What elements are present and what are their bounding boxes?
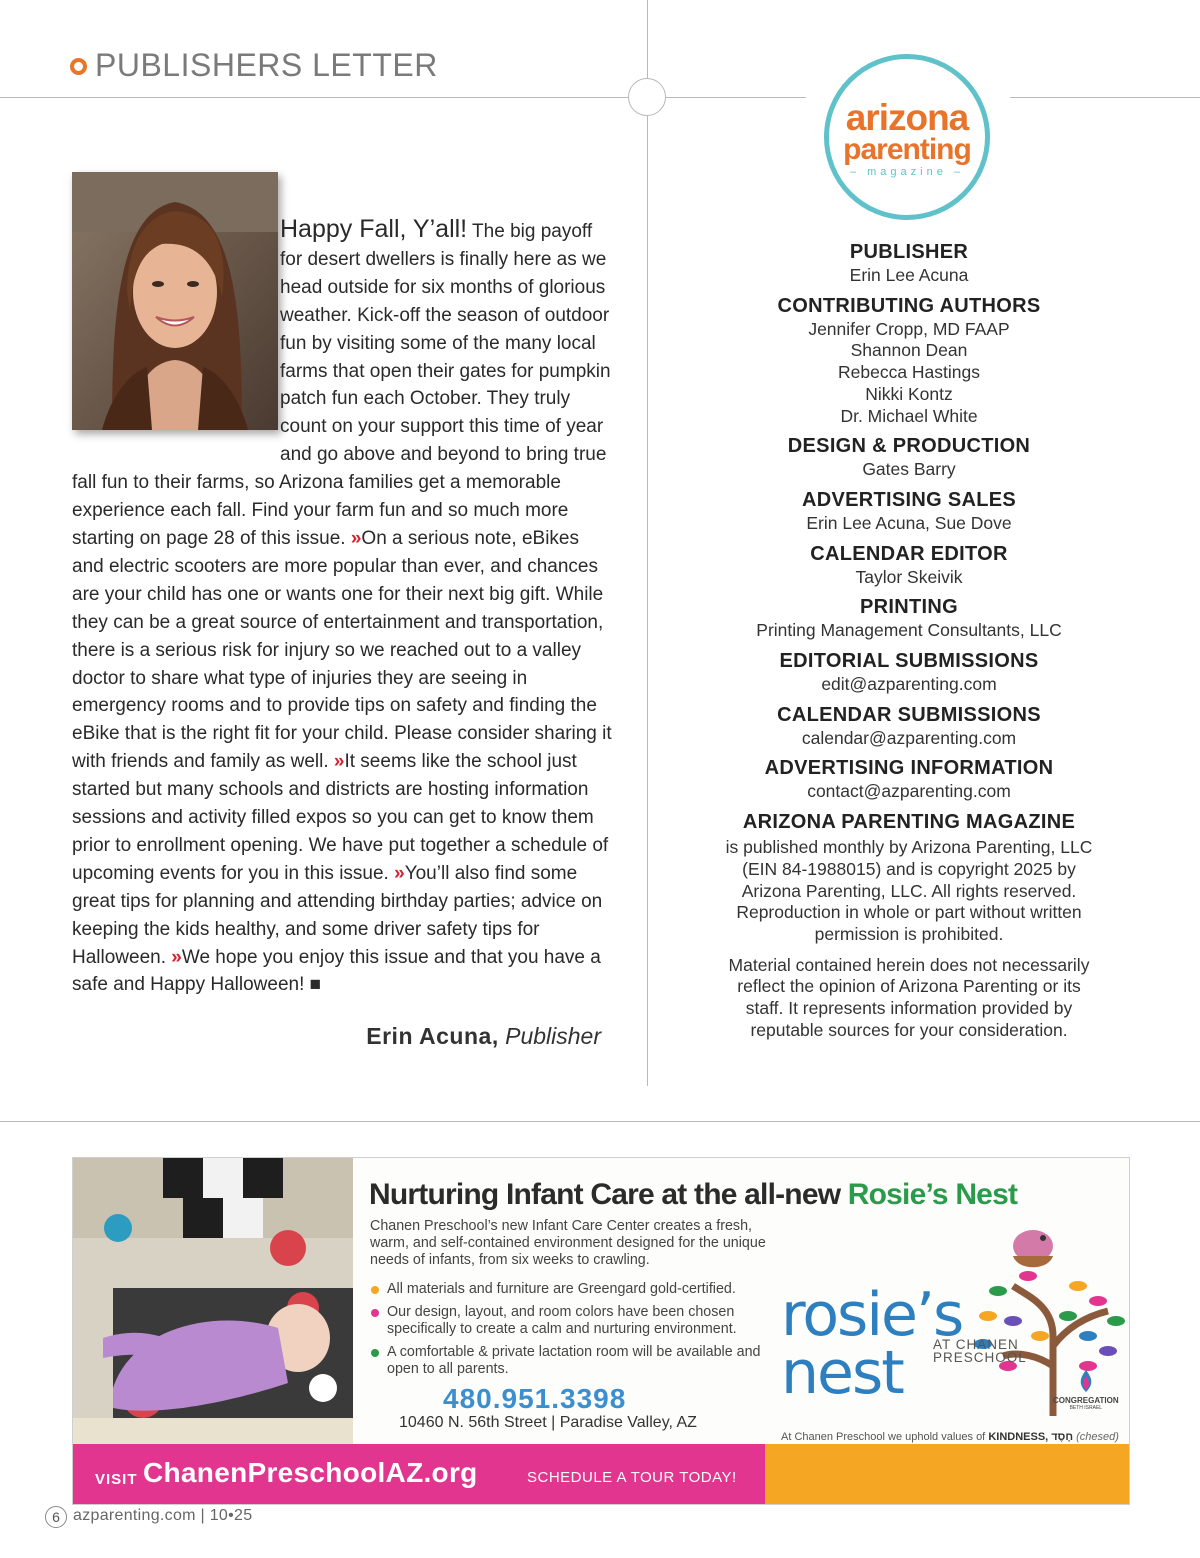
ad-intro: Chanen Preschool’s new Infant Care Center creates a fresh, warm, and self-contained environment designed for the unique needs of infants, from six weeks to crawling. (370, 1218, 766, 1268)
section-title: PUBLISHERS LETTER (95, 47, 438, 83)
masthead-heading: EDITORIAL SUBMISSIONS (779, 650, 1039, 673)
disclaimer: Material contained herein does not necessarily reflect the opinion of Arizona Parenting or its staff. It represents information provided by reputable sources for your consideration. (728, 954, 1090, 1040)
bullet-dot-icon (371, 1349, 379, 1357)
letter-paragraph-3: It seems like the school just started but many schools and districts are hosting information sessions and activity filled expos so you can get to know them prior to enrollment opening. We have put together a schedule of upcoming events for you in this issue. (72, 751, 609, 884)
masthead-publisher (725, 240, 1093, 287)
masthead-heading: CONTRIBUTING AUTHORS (777, 294, 1041, 317)
bullet-text: Our design, layout, and room colors have been chosen specifically to create a calm and nurturing environment. (387, 1304, 737, 1337)
footer-folio: azparenting.com | 10•25 (73, 1507, 253, 1524)
bullet-text: A comfortable & private lactation room will be available and open to all parents. (387, 1344, 761, 1377)
masthead-value: Erin Lee Acuna (849, 265, 969, 285)
ad-phone-number[interactable]: 480.951.3398 (443, 1383, 627, 1414)
letter-paragraph-2: On a serious note, eBikes and electric scooters are more popular than ever, and chances are your child has one or wants one for their next big gift. While they can be a great source of entertainment and transportation, there is a serious risk for injury so we reached out to a valley doctor to share what type of injuries they are seeing in emergency rooms and to provide tips on safety and finding the eBike that is the right fit for your child. Please consider sharing it with friends and family as well. (72, 527, 612, 773)
ad-visit-label: VISIT (95, 1471, 138, 1488)
masthead-sales (725, 488, 1093, 535)
ad-headline-main: Nurturing Infant Care at the all-new (369, 1178, 848, 1211)
calendar-email-link[interactable]: calendar@azparenting.com (801, 727, 1017, 748)
ad-website-link[interactable]: ChanenPreschoolAZ.org (143, 1457, 478, 1488)
author-name: Rebecca Hastings (837, 362, 981, 383)
author-name: Dr. Michael White (840, 405, 978, 426)
letter-paragraph-5: We hope you enjoy this issue and that you have a safe and Happy Halloween! (72, 946, 601, 996)
masthead-value: Gates Barry (862, 459, 956, 480)
paragraph-arrow-icon: » (394, 862, 405, 884)
author-name: Nikki Kontz (865, 383, 953, 404)
masthead-heading: ADVERTISING INFORMATION (764, 757, 1054, 780)
ad-headline (369, 1178, 1017, 1212)
infant-photo (73, 1158, 353, 1444)
logo-word-arizona: arizona (845, 97, 969, 138)
ad-bullet-item (369, 1304, 769, 1338)
masthead-printing (725, 595, 1093, 642)
values-text: At Chanen Preschool we uphold values of (781, 1431, 989, 1443)
nest-logo-word: nest (781, 1338, 903, 1408)
values-kindness: KINDNESS, חֶסֶד (988, 1431, 1074, 1443)
masthead-value: Printing Management Consultants, LLC (756, 620, 1062, 641)
header-rule-middle (666, 97, 806, 98)
column-divider (647, 116, 648, 1086)
signature-name: Erin Acuna, (366, 1023, 499, 1049)
letter-signature (366, 1023, 601, 1050)
logo-word-magazine: – magazine – (849, 166, 965, 178)
paragraph-arrow-icon: » (171, 946, 182, 968)
flame-logo-icon (1072, 1370, 1100, 1394)
ad-separator-rule (0, 1121, 1200, 1122)
masthead-heading: CALENDAR EDITOR (810, 542, 1008, 565)
paragraph-arrow-icon: » (333, 751, 345, 773)
section-bullet-icon (70, 58, 87, 75)
signature-role: Publisher (505, 1023, 601, 1049)
photo-wrap-space (72, 216, 280, 469)
schedule-tour-link[interactable]: SCHEDULE A TOUR TODAY! (527, 1469, 737, 1486)
masthead-value: Erin Lee Acuna, Sue Dove (806, 512, 1012, 533)
contact-email-link[interactable]: contact@azparenting.com (807, 781, 1011, 802)
masthead-heading: DESIGN & PRODUCTION (787, 435, 1031, 458)
masthead (725, 240, 1093, 1048)
masthead-calendar-submissions (725, 703, 1093, 750)
masthead-heading: PRINTING (860, 596, 958, 619)
masthead-design (725, 434, 1093, 481)
ad-headline-brand: Rosie’s Nest (847, 1178, 1018, 1211)
rosies-logo-word: rosie’s (781, 1280, 963, 1350)
bullet-text: All materials and furniture are Greengard gold-certified. (387, 1281, 736, 1297)
rule-circle-ornament (628, 78, 666, 116)
masthead-heading: ARIZONA PARENTING MAGAZINE (742, 811, 1076, 834)
paragraph-arrow-icon: » (350, 527, 362, 549)
ad-bullet-item (369, 1344, 769, 1378)
values-chesed: (chesed) (1076, 1431, 1119, 1443)
ad-bullet-list (369, 1281, 769, 1384)
end-mark-icon: ■ (309, 974, 322, 996)
congregation-sublabel: BETH ISRAEL (1069, 1405, 1103, 1411)
masthead-editorial (725, 649, 1093, 696)
masthead-value: Taylor Skeivik (855, 566, 963, 587)
ad-values-bar (765, 1444, 1129, 1504)
rosies-nest-advertisement[interactable] (72, 1157, 1130, 1505)
ad-address: 10460 N. 56th Street | Paradise Valley, AZ (399, 1414, 697, 1431)
logo-word-parenting: parenting (843, 133, 971, 166)
masthead-heading: CALENDAR SUBMISSIONS (777, 703, 1041, 726)
congregation-logo (1053, 1370, 1119, 1411)
masthead-advertising (725, 756, 1093, 803)
masthead-calendar-editor (725, 542, 1093, 589)
arizona-parenting-logo (824, 54, 990, 220)
bullet-dot-icon (371, 1309, 379, 1317)
column-divider-top (647, 0, 648, 78)
author-name: Shannon Dean (850, 340, 968, 361)
masthead-heading: ADVERTISING SALES (801, 488, 1017, 511)
letter-paragraph-4: You’ll also find some great tips for planning and attending birthday parties; advice on keeping the kids healthy, and some driver safety tips for Halloween. (72, 862, 603, 968)
publisher-letter (72, 216, 612, 999)
masthead-magazine (725, 810, 1093, 1041)
letter-paragraph-1: The big payoff for desert dwellers is finally here as we head outside for six months of glorious weather. Kick-off the season of outdoor fun by visiting some of the many local farms that open their gates for pumpkin patch fun each October. They truly count on your support this time of year and go above and beyond to bring true fall fun to their farms, so Arizona families get a memorable experience each fall. Find your farm fun and so much more starting on page 28 of this issue. (72, 221, 611, 549)
editorial-email-link[interactable]: edit@azparenting.com (821, 674, 997, 695)
at-chanen-preschool (933, 1338, 1027, 1364)
masthead-heading: PUBLISHER (849, 241, 969, 263)
ad-bullet-item (369, 1281, 769, 1298)
header-rule (0, 97, 628, 98)
bullet-dot-icon (371, 1286, 379, 1294)
masthead-authors (725, 294, 1093, 428)
letter-greeting: Happy Fall, Y’all! (280, 215, 468, 243)
preschool-line: PRESCHOOL (933, 1350, 1027, 1365)
header-rule-right (1010, 97, 1200, 98)
congregation-label: CONGREGATION (1053, 1396, 1119, 1405)
at-chanen-line: AT CHANEN (933, 1337, 1019, 1352)
copyright-notice: is published monthly by Arizona Parenting, LLC (EIN 84-1988015) and is copyright 2025 by Arizona Parenting, LLC. All rights reserved. Reproduction in whole or part without written permission is prohibited. (725, 837, 1093, 944)
page-number: 6 (45, 1506, 67, 1528)
author-name: Jennifer Cropp, MD FAAP (808, 318, 1010, 339)
